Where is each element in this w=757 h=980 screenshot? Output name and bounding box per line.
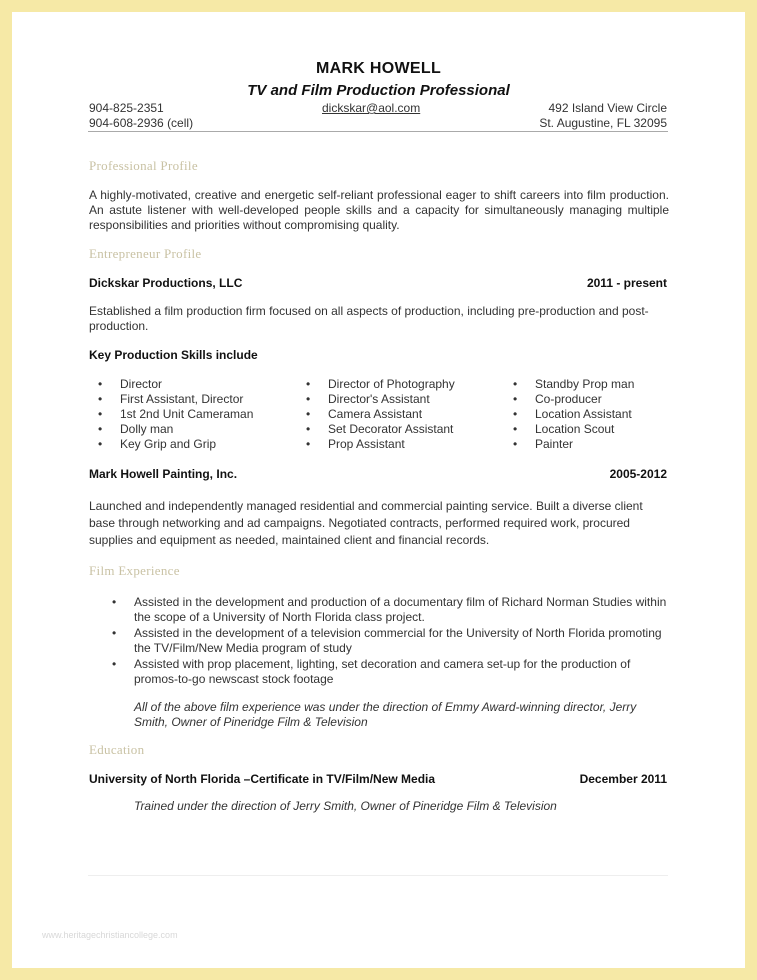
skill-item: • Prop Assistant bbox=[306, 437, 405, 451]
bullet-icon: • bbox=[513, 392, 518, 406]
bullet-icon: • bbox=[98, 437, 103, 451]
phone-cell: 904-608-2936 (cell) bbox=[89, 116, 194, 130]
candidate-name: MARK HOWELL bbox=[315, 60, 442, 77]
skill-item: • Co-producer bbox=[513, 392, 602, 406]
bullet-icon: • bbox=[306, 392, 311, 406]
bullet-icon: • bbox=[513, 422, 518, 436]
film-experience-list bbox=[112, 595, 672, 687]
skill-item: • Set Decorator Assistant bbox=[306, 422, 454, 436]
education-school: University of North Florida –Certificate in TV/Film/New Media bbox=[89, 772, 436, 786]
education-date: December 2011 bbox=[579, 772, 667, 786]
skill-item: • Director's Assistant bbox=[306, 392, 430, 406]
skills-column-3 bbox=[504, 377, 634, 452]
skill-item: • Director of Photography bbox=[306, 377, 455, 391]
professional-profile-heading: Professional Profile bbox=[89, 158, 198, 173]
phone-home: 904-825-2351 bbox=[89, 101, 164, 115]
bullet-icon: • bbox=[98, 407, 103, 421]
header-divider bbox=[88, 131, 668, 132]
job2-description: Launched and independently managed residential and commercial painting service. Built a diverse client base through networking and ad campaigns. Negotiated contracts, performed required work, procured supplies and equipment as needed, maintained client and financial records. bbox=[89, 499, 643, 547]
bullet-icon: • bbox=[112, 626, 117, 640]
bullet-icon: • bbox=[306, 422, 311, 436]
list-item: • Assisted in the development of a television commercial for the University of North Florida promoting the TV/Film/New Media program of study bbox=[112, 626, 662, 655]
address-line2: St. Augustine, FL 32095 bbox=[539, 116, 667, 130]
skills-column-2 bbox=[297, 377, 455, 452]
email-link[interactable]: dickskar@aol.com bbox=[322, 101, 421, 115]
skill-item: • Location Scout bbox=[513, 422, 615, 436]
professional-profile-text: A highly-motivated, creative and energetic self-reliant professional eager to shift careers into film production. An astute listener with well-developed people skills and a capacity for simultaneously managing multiple responsibilities and priorities without compromising quality. bbox=[89, 188, 669, 232]
skill-item: • Camera Assistant bbox=[306, 407, 423, 421]
footer-divider bbox=[88, 875, 668, 876]
bullet-icon: • bbox=[513, 437, 518, 451]
bullet-icon: • bbox=[513, 377, 518, 391]
entrepreneur-profile-heading: Entrepreneur Profile bbox=[89, 246, 202, 261]
skill-item: • Dolly man bbox=[98, 422, 174, 436]
job2-dates: 2005-2012 bbox=[609, 467, 667, 481]
candidate-title: TV and Film Production Professional bbox=[247, 82, 510, 99]
resume-page bbox=[12, 12, 745, 968]
skill-item: • Director bbox=[98, 377, 163, 391]
skill-item: • Location Assistant bbox=[513, 407, 632, 421]
skills-column-1 bbox=[89, 377, 253, 452]
bullet-icon: • bbox=[513, 407, 518, 421]
skill-item: • Painter bbox=[513, 437, 574, 451]
bullet-icon: • bbox=[98, 392, 103, 406]
list-item: • Assisted in the development and production of a documentary film of Richard Norman Studies within the scope of a University of North Florida class project. bbox=[112, 595, 667, 624]
skill-item: • 1st 2nd Unit Cameraman bbox=[98, 407, 254, 421]
job1-dates: 2011 - present bbox=[586, 276, 667, 290]
bullet-icon: • bbox=[112, 657, 117, 671]
bullet-icon: • bbox=[306, 377, 311, 391]
job2-company: Mark Howell Painting, Inc. bbox=[89, 467, 238, 481]
skill-item: • Key Grip and Grip bbox=[98, 437, 217, 451]
film-experience-heading: Film Experience bbox=[89, 563, 180, 578]
film-experience-note: All of the above film experience was under the direction of Emmy Award-winning director, Jerry Smith, Owner of Pineridge Film & Television bbox=[134, 700, 637, 729]
bullet-icon: • bbox=[306, 407, 311, 421]
list-item: • Assisted with prop placement, lighting, set decoration and camera set-up for the production of promos-to-go newscast stock footage bbox=[112, 657, 631, 686]
skills-heading: Key Production Skills include bbox=[89, 348, 258, 362]
job1-company: Dickskar Productions, LLC bbox=[89, 276, 243, 290]
education-heading: Education bbox=[89, 742, 145, 757]
skill-item: • Standby Prop man bbox=[513, 377, 635, 391]
bullet-icon: • bbox=[112, 595, 117, 609]
bullet-icon: • bbox=[98, 422, 103, 436]
watermark: www.heritagechristiancollege.com bbox=[42, 930, 178, 940]
skill-item: • First Assistant, Director bbox=[98, 392, 244, 406]
bullet-icon: • bbox=[306, 437, 311, 451]
bullet-icon: • bbox=[98, 377, 103, 391]
job1-description: Established a film production firm focused on all aspects of production, including pre-production and post-production. bbox=[89, 304, 649, 333]
education-note: Trained under the direction of Jerry Smith, Owner of Pineridge Film & Television bbox=[134, 799, 557, 813]
address-line1: 492 Island View Circle bbox=[548, 101, 667, 115]
